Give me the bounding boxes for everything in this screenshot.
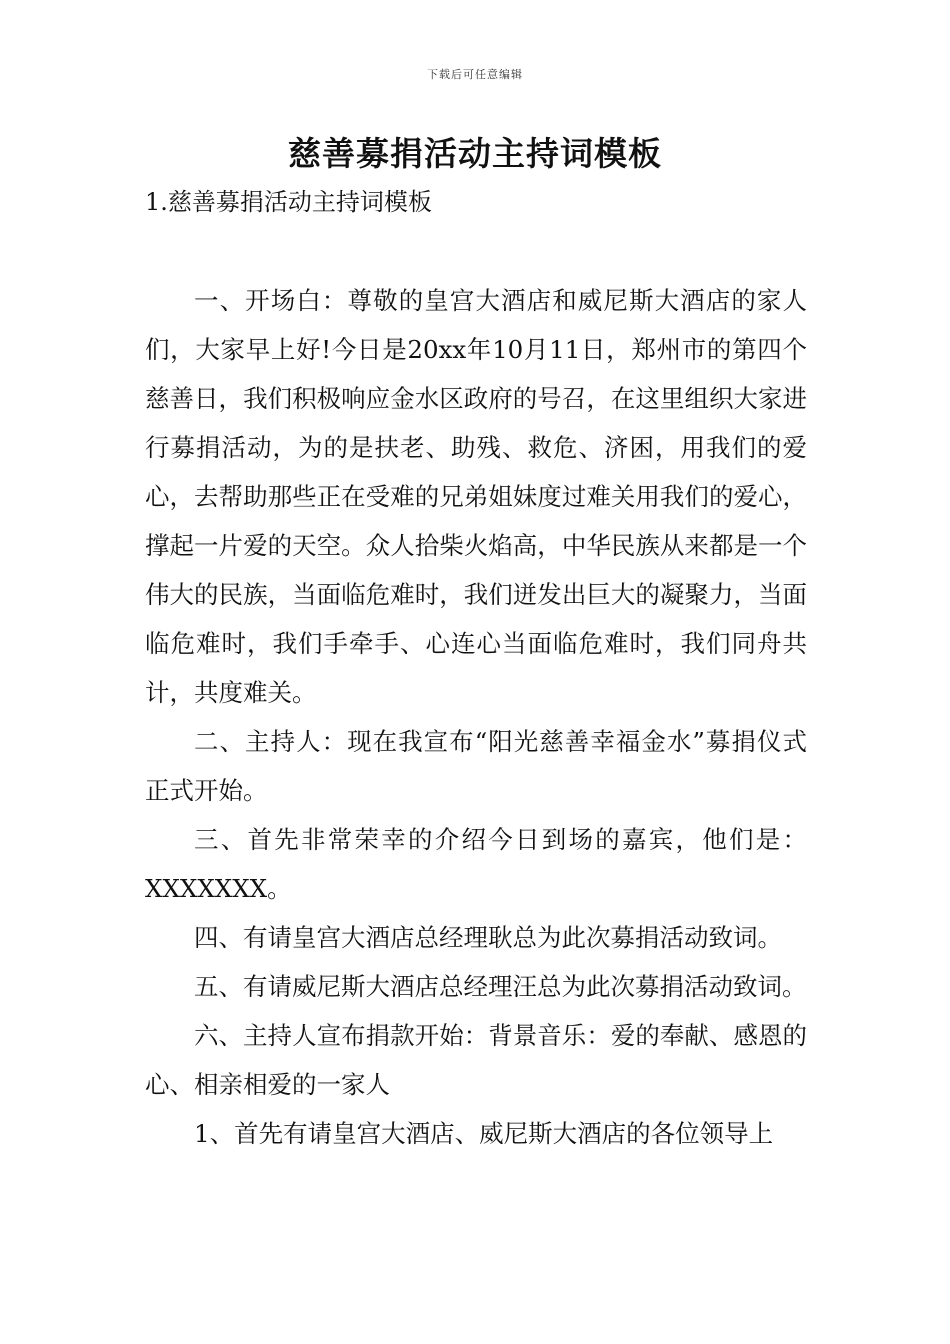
paragraph-opening: 一、开场白：尊敬的皇宫大酒店和威尼斯大酒店的家人们，大家早上好!今日是20xx年10月11日，郑州市的第四个慈善日，我们积极响应金水区政府的号召，在这里组织大家进行募捐活动，为的是扶老、助残、救危、济困，用我们的爱心，去帮助那些正在受难的兄弟姐妹度过难关用我们的爱心，撑起一片爱的天空。众人拾柴火焰高，中华民族从来都是一个伟大的民族，当面临危难时，我们迸发出巨大的凝聚力，当面临危难时，我们手牵手、心连心当面临危难时，我们同舟共计，共度难关。 [145, 286, 807, 707]
document-body [145, 276, 807, 1158]
paragraph-donation-start: 六、主持人宣布捐款开始：背景音乐：爱的奉献、感恩的心、相亲相爱的一家人 [145, 1021, 807, 1099]
paragraph-speech-wang: 五、有请威尼斯大酒店总经理汪总为此次募捐活动致词。 [194, 972, 807, 1001]
paragraph-guest-introduction: 三、首先非常荣幸的介绍今日到场的嘉宾，他们是：XXXXXXX。 [145, 825, 807, 903]
paragraph-leaders-invitation: 1、首先有请皇宫大酒店、威尼斯大酒店的各位领导上 [194, 1119, 774, 1148]
paragraph-host-announcement: 二、主持人：现在我宣布“阳光慈善幸福金水”募捐仪式正式开始。 [145, 727, 807, 805]
page-header-note: 下载后可任意编辑 [427, 68, 523, 81]
document-title: 慈善募捐活动主持词模板 [288, 134, 662, 173]
document-subtitle: 1.慈善募捐活动主持词模板 [145, 188, 432, 216]
paragraph-speech-geng: 四、有请皇宫大酒店总经理耿总为此次募捐活动致词。 [194, 923, 782, 952]
